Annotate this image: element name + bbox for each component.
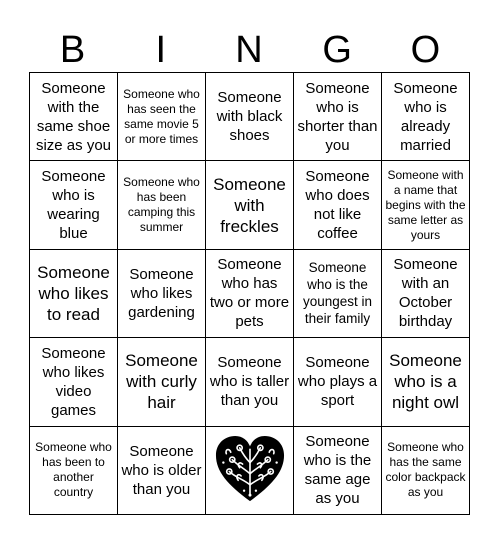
bingo-cell[interactable] (206, 250, 294, 338)
bingo-header (29, 28, 470, 72)
bingo-cell[interactable] (30, 73, 118, 161)
header-letter-b: B (59, 29, 87, 71)
bingo-cell[interactable] (382, 73, 470, 161)
bingo-cell[interactable] (118, 338, 206, 426)
bingo-cell[interactable] (294, 161, 382, 249)
bingo-cell-text: Someone who has seen the same movie 5 or more times (123, 86, 200, 146)
bingo-cell[interactable] (206, 73, 294, 161)
bingo-cell-text: Someone who likes to read (37, 262, 110, 324)
bingo-cell-text: Someone with a name that begins with the same letter as yours (385, 167, 466, 242)
bingo-cell-text: Someone who is wearing blue (41, 168, 106, 243)
bingo-cell-text: Someone who is older than you (121, 442, 202, 498)
bingo-cell-text: Someone who has the same color backpack as you (385, 440, 466, 500)
bingo-cell[interactable] (294, 338, 382, 426)
bingo-cell[interactable] (118, 250, 206, 338)
bingo-cell[interactable] (118, 427, 206, 515)
bingo-cell[interactable] (30, 427, 118, 515)
header-letter-o: O (410, 29, 442, 71)
bingo-cell-text: Someone who is a night owl (389, 351, 462, 413)
bingo-cell[interactable] (294, 427, 382, 515)
bingo-cell-text: Someone with the same shoe size as you (35, 79, 112, 154)
bingo-board (29, 72, 470, 515)
bingo-cell[interactable] (382, 338, 470, 426)
header-letter-n: N (235, 29, 264, 71)
bingo-cell[interactable] (118, 161, 206, 249)
bingo-cell[interactable] (382, 427, 470, 515)
bingo-cell-text: Someone who is taller than you (209, 354, 290, 410)
bingo-cell-text: Someone who likes video games (41, 344, 106, 419)
bingo-cell[interactable] (294, 73, 382, 161)
bingo-cell-text: Someone with freckles (213, 174, 286, 236)
bingo-cell[interactable] (382, 250, 470, 338)
bingo-cell[interactable] (382, 161, 470, 249)
bingo-cell-text: Someone who is the same age as you (303, 433, 372, 508)
bingo-cell[interactable] (206, 161, 294, 249)
bingo-cell-text: Someone who has been camping this summer (123, 175, 200, 235)
bingo-cell[interactable] (206, 338, 294, 426)
bingo-cell-text: Someone with curly hair (125, 351, 198, 413)
bingo-cell-text: Someone who plays a sport (297, 354, 378, 410)
bingo-cell[interactable] (294, 250, 382, 338)
bingo-cell-text: Someone who is the youngest in their family (302, 260, 373, 327)
bingo-cell-text: Someone who is shorter than you (297, 79, 378, 154)
bingo-cell[interactable] (30, 338, 118, 426)
bingo-cell-text: Someone who likes gardening (128, 265, 195, 321)
header-letter-g: G (322, 29, 353, 71)
bingo-cell-text: Someone who does not like coffee (305, 168, 370, 243)
bingo-cell-text: Someone who has been to another country (35, 440, 112, 500)
heart-icon (213, 432, 287, 508)
bingo-cell[interactable] (118, 73, 206, 161)
bingo-cell-text: Someone with an October birthday (393, 256, 458, 331)
bingo-cell-text: Someone who has two or more pets (209, 256, 290, 331)
bingo-cell-text: Someone with black shoes (216, 89, 283, 145)
free-space[interactable] (206, 427, 294, 515)
bingo-cell[interactable] (30, 250, 118, 338)
bingo-cell[interactable] (30, 161, 118, 249)
bingo-cell-text: Someone who is already married (393, 79, 458, 154)
header-letter-i: I (155, 29, 168, 71)
